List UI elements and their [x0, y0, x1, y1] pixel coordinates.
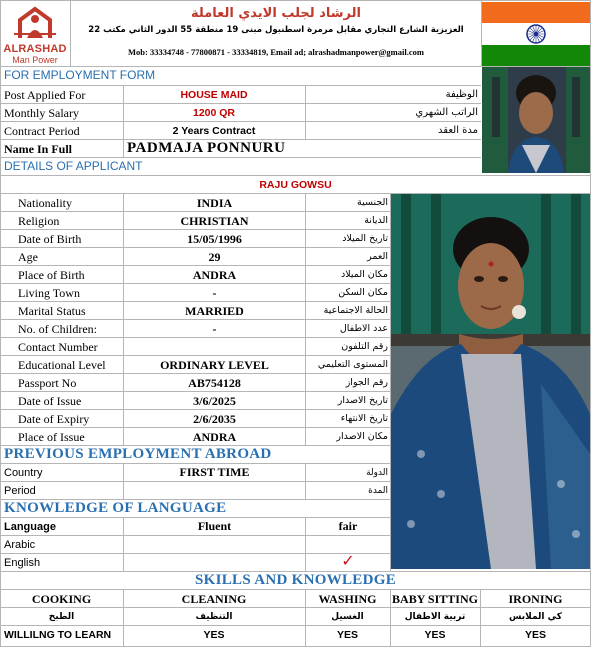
skill-name: BABY SITTING	[392, 592, 478, 606]
section-employment-title: FOR EMPLOYMENT FORM	[4, 68, 156, 82]
full-name-value: PADMAJA PONNURU	[127, 140, 286, 156]
applicant-field-label-ar: مكان الاصدار	[336, 431, 388, 442]
skill-name-ar: تربية الاطفال	[404, 612, 466, 622]
skill-name-ar: الطبخ	[48, 612, 75, 622]
applicant-field-label: No. of Children:	[18, 322, 97, 336]
checkmark-icon: ✓	[341, 552, 355, 570]
section-language-title: KNOWLEDGE OF LANGUAGE	[4, 500, 227, 516]
skill-name: WASHING	[318, 592, 377, 606]
skill-value: YES	[203, 629, 225, 641]
fluent-col-header: Fluent	[197, 519, 232, 533]
language-name-english: English	[4, 557, 41, 569]
applicant-field-label: Date of Birth	[18, 232, 82, 246]
applicant-field-label: Nationality	[18, 196, 72, 210]
country-label: Country	[4, 467, 43, 479]
country-value: FIRST TIME	[179, 465, 250, 479]
logo-text: ALRASHAD	[3, 43, 67, 55]
applicant-photo-small	[482, 67, 590, 173]
company-contact: Mob: 33334748 - 77800871 - 33334819, Email ad; alrashadmanpower@gmail.com	[128, 47, 424, 57]
applicant-field-value: -	[212, 322, 217, 336]
logo-subtext: Man Power	[12, 55, 58, 65]
applicant-field-value: ANDRA	[192, 430, 237, 444]
section-previous-title: PREVIOUS EMPLOYMENT ABROAD	[4, 446, 272, 462]
applicant-field-label-ar: رقم الجواز	[345, 377, 388, 388]
skill-value: YES	[424, 629, 446, 641]
applicant-field-label-ar: مكان السكن	[338, 287, 388, 298]
name-label: Name In Full	[4, 142, 73, 156]
header	[0, 0, 591, 67]
ashoka-chakra-icon	[525, 23, 547, 45]
applicant-field-label-ar: العمر	[367, 251, 388, 262]
applicant-field-value: MARRIED	[185, 304, 244, 318]
skill-name: IRONING	[508, 592, 563, 606]
applicant-field-label: Living Town	[18, 286, 80, 300]
language-name-arabic: Arabic	[4, 539, 36, 551]
applicant-subname: RAJU GOWSU	[259, 179, 332, 191]
salary-label-ar: الراتب الشهري	[415, 107, 478, 118]
skill-value: YES	[524, 629, 546, 641]
country-label-ar: الدولة	[366, 468, 388, 478]
applicant-field-label-ar: تاريخ الاصدار	[337, 395, 388, 406]
company-name-ar: الرشاد لجلب الايدي العاملة	[191, 6, 361, 21]
india-flag	[482, 2, 590, 66]
contract-label: Contract Period	[4, 124, 80, 138]
language-col-header: Language	[4, 521, 56, 533]
applicant-field-value: 2/6/2035	[193, 412, 236, 426]
applicant-field-label-ar: تاريخ الميلاد	[342, 233, 388, 244]
applicant-field-label: Age	[18, 250, 38, 264]
fair-col-header: fair	[338, 519, 358, 533]
contract-value: 2 Years Contract	[172, 125, 256, 137]
applicant-field-label: Date of Expiry	[18, 412, 90, 426]
period-label: Period	[4, 485, 36, 497]
applicant-field-value: AB754128	[188, 376, 241, 390]
post-label-ar: الوظيفة	[445, 89, 478, 100]
post-value: HOUSE MAID	[180, 89, 248, 101]
salary-value: 1200 QR	[192, 107, 236, 119]
skill-value: WILLILNG TO LEARN	[4, 629, 112, 641]
applicant-field-label: Date of Issue	[18, 394, 82, 408]
period-value	[124, 482, 305, 500]
applicant-field-label-ar: مكان الميلاد	[340, 269, 388, 280]
company-logo	[2, 4, 68, 64]
logo-icon	[2, 4, 68, 44]
period-label-ar: المدة	[368, 486, 388, 496]
applicant-field-value: 3/6/2025	[193, 394, 236, 408]
applicant-field-value: 29	[208, 250, 221, 264]
skill-name: CLEANING	[181, 592, 247, 606]
applicant-photo-large	[391, 194, 590, 569]
applicant-field-label: Religion	[18, 214, 60, 228]
section-applicant-title: DETAILS OF APPLICANT	[4, 159, 143, 173]
salary-label: Monthly Salary	[4, 106, 79, 120]
applicant-field-value: INDIA	[196, 196, 233, 210]
applicant-field-value: ANDRA	[192, 268, 237, 282]
applicant-field-value: 15/05/1996	[187, 232, 242, 246]
applicant-field-value: CHRISTIAN	[180, 214, 249, 228]
skill-name-ar: التنظيف	[195, 612, 233, 622]
applicant-field-label-ar: عدد الاطفال	[339, 323, 388, 334]
applicant-field-label: Contact Number	[18, 340, 98, 354]
skill-value: YES	[336, 629, 358, 641]
applicant-field-label-ar: المستوى التعليمي	[317, 359, 388, 370]
skill-name-ar: كي الملابس	[509, 612, 562, 622]
skill-name-ar: الغسيل	[331, 612, 364, 622]
applicant-field-value	[124, 338, 305, 356]
applicant-field-value: ORDINARY LEVEL	[160, 358, 269, 372]
skill-name: COOKING	[31, 592, 92, 606]
applicant-field-label-ar: الديانة	[364, 215, 388, 226]
applicant-field-label: Place of Issue	[18, 430, 85, 444]
applicant-field-value: -	[212, 286, 217, 300]
applicant-field-label-ar: الحالة الاجتماعية	[323, 305, 388, 316]
applicant-field-label: Place of Birth	[18, 268, 85, 282]
company-address-ar: العزيزية الشارع التجاري مقابل مرمرة اسطنبول مبنى 19 منطقة 55 الدور الثاني مكتب 22	[88, 25, 464, 35]
applicant-field-label: Passport No	[18, 376, 77, 390]
post-label: Post Applied For	[4, 88, 86, 102]
applicant-field-label: Marital Status	[18, 304, 86, 318]
applicant-field-label-ar: رقم التلفون	[341, 341, 388, 352]
language-arabic-fluent	[124, 536, 305, 554]
section-skills-title: SKILLS AND KNOWLEDGE	[194, 572, 397, 588]
applicant-field-label-ar: تاريخ الانتهاء	[340, 413, 388, 424]
language-english-fluent	[124, 554, 305, 572]
applicant-field-label-ar: الجنسية	[357, 197, 388, 208]
contract-label-ar: مدة العقد	[438, 125, 478, 136]
applicant-field-label: Educational Level	[18, 358, 106, 372]
